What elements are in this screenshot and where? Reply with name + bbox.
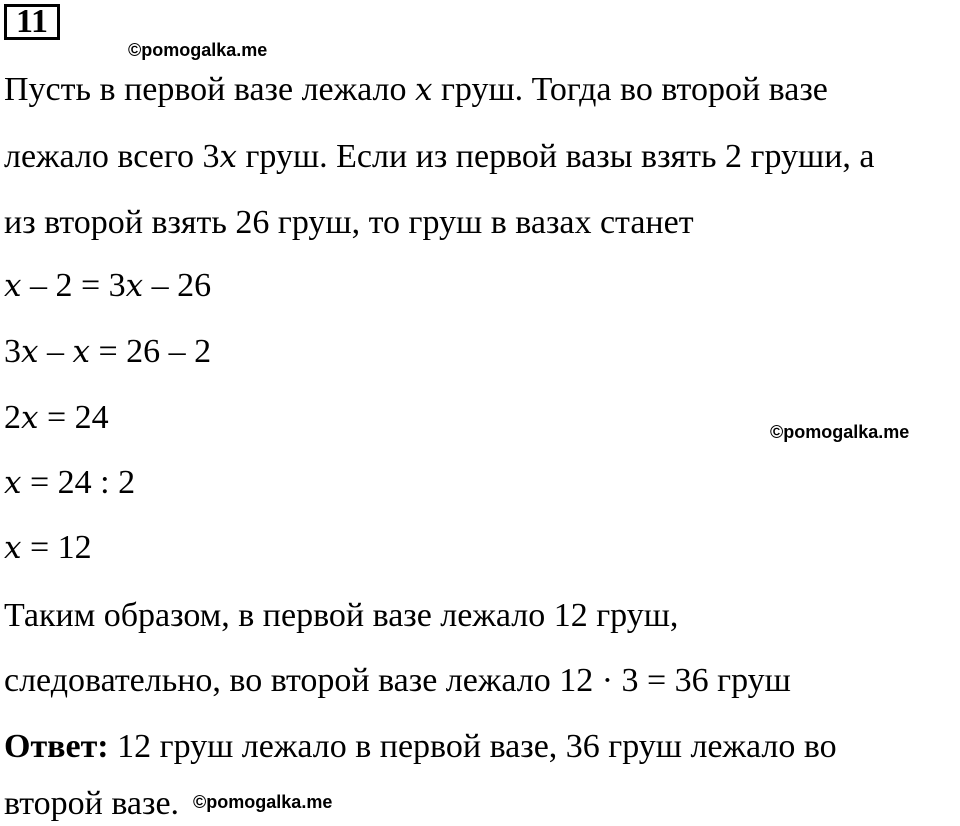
text-segment: Таким образом, в первой вазе лежало 12 груш, bbox=[4, 597, 679, 634]
conclusion-line-2 bbox=[4, 661, 791, 701]
equation-segment: = 24 : 2 bbox=[21, 464, 136, 501]
variable-x: x bbox=[21, 400, 39, 436]
conclusion-line-1 bbox=[4, 596, 678, 636]
text-segment: Пусть в первой вазе лежало bbox=[4, 71, 415, 108]
answer-line-1 bbox=[4, 727, 837, 767]
equation-2 bbox=[4, 332, 211, 372]
variable-x: x bbox=[415, 72, 433, 108]
watermark-middle: ©pomogalka.me bbox=[770, 422, 910, 442]
equation-segment: = 26 – 2 bbox=[89, 333, 212, 370]
text-segment: лежало всего 3 bbox=[4, 138, 220, 175]
variable-x: x bbox=[219, 139, 237, 175]
variable-x: x bbox=[4, 268, 22, 304]
equation-5 bbox=[4, 528, 92, 568]
equation-4 bbox=[4, 463, 135, 503]
equation-segment: = 24 bbox=[38, 399, 109, 436]
text-segment: груш. Тогда во второй вазе bbox=[432, 71, 828, 108]
problem-number: 11 bbox=[4, 4, 60, 40]
equation-3 bbox=[4, 398, 109, 438]
equation-segment: – 26 bbox=[143, 267, 212, 304]
variable-x: x bbox=[125, 268, 144, 304]
equation-segment: = 12 bbox=[21, 529, 92, 566]
text-segment: следовательно, во второй вазе лежало 12 · 3 = 36 груш bbox=[4, 662, 791, 699]
equation-segment: 2 bbox=[4, 399, 21, 436]
text-line-1 bbox=[4, 70, 828, 110]
answer-label: Ответ: bbox=[4, 728, 109, 765]
watermark-bottom: ©pomogalka.me bbox=[193, 792, 333, 812]
equation-segment: 3 bbox=[4, 333, 21, 370]
answer-line-2 bbox=[4, 782, 332, 824]
equation-segment: – 2 = 3 bbox=[21, 267, 126, 304]
variable-x: x bbox=[21, 334, 39, 370]
equation-1 bbox=[4, 266, 211, 306]
text-line-3 bbox=[4, 203, 694, 243]
watermark-top: ©pomogalka.me bbox=[128, 40, 268, 60]
text-segment: груш. Если из первой вазы взять 2 груши, а bbox=[236, 138, 875, 175]
variable-x: x bbox=[4, 530, 22, 566]
text-line-2 bbox=[4, 137, 875, 177]
text-segment: из второй взять 26 груш, то груш в вазах станет bbox=[4, 204, 694, 241]
answer-text: 12 груш лежало в первой вазе, 36 груш лежало во bbox=[108, 728, 837, 765]
equation-segment: – bbox=[38, 333, 73, 370]
variable-x: x bbox=[72, 334, 90, 370]
answer-text: второй вазе. bbox=[4, 785, 180, 822]
variable-x: x bbox=[4, 465, 22, 501]
